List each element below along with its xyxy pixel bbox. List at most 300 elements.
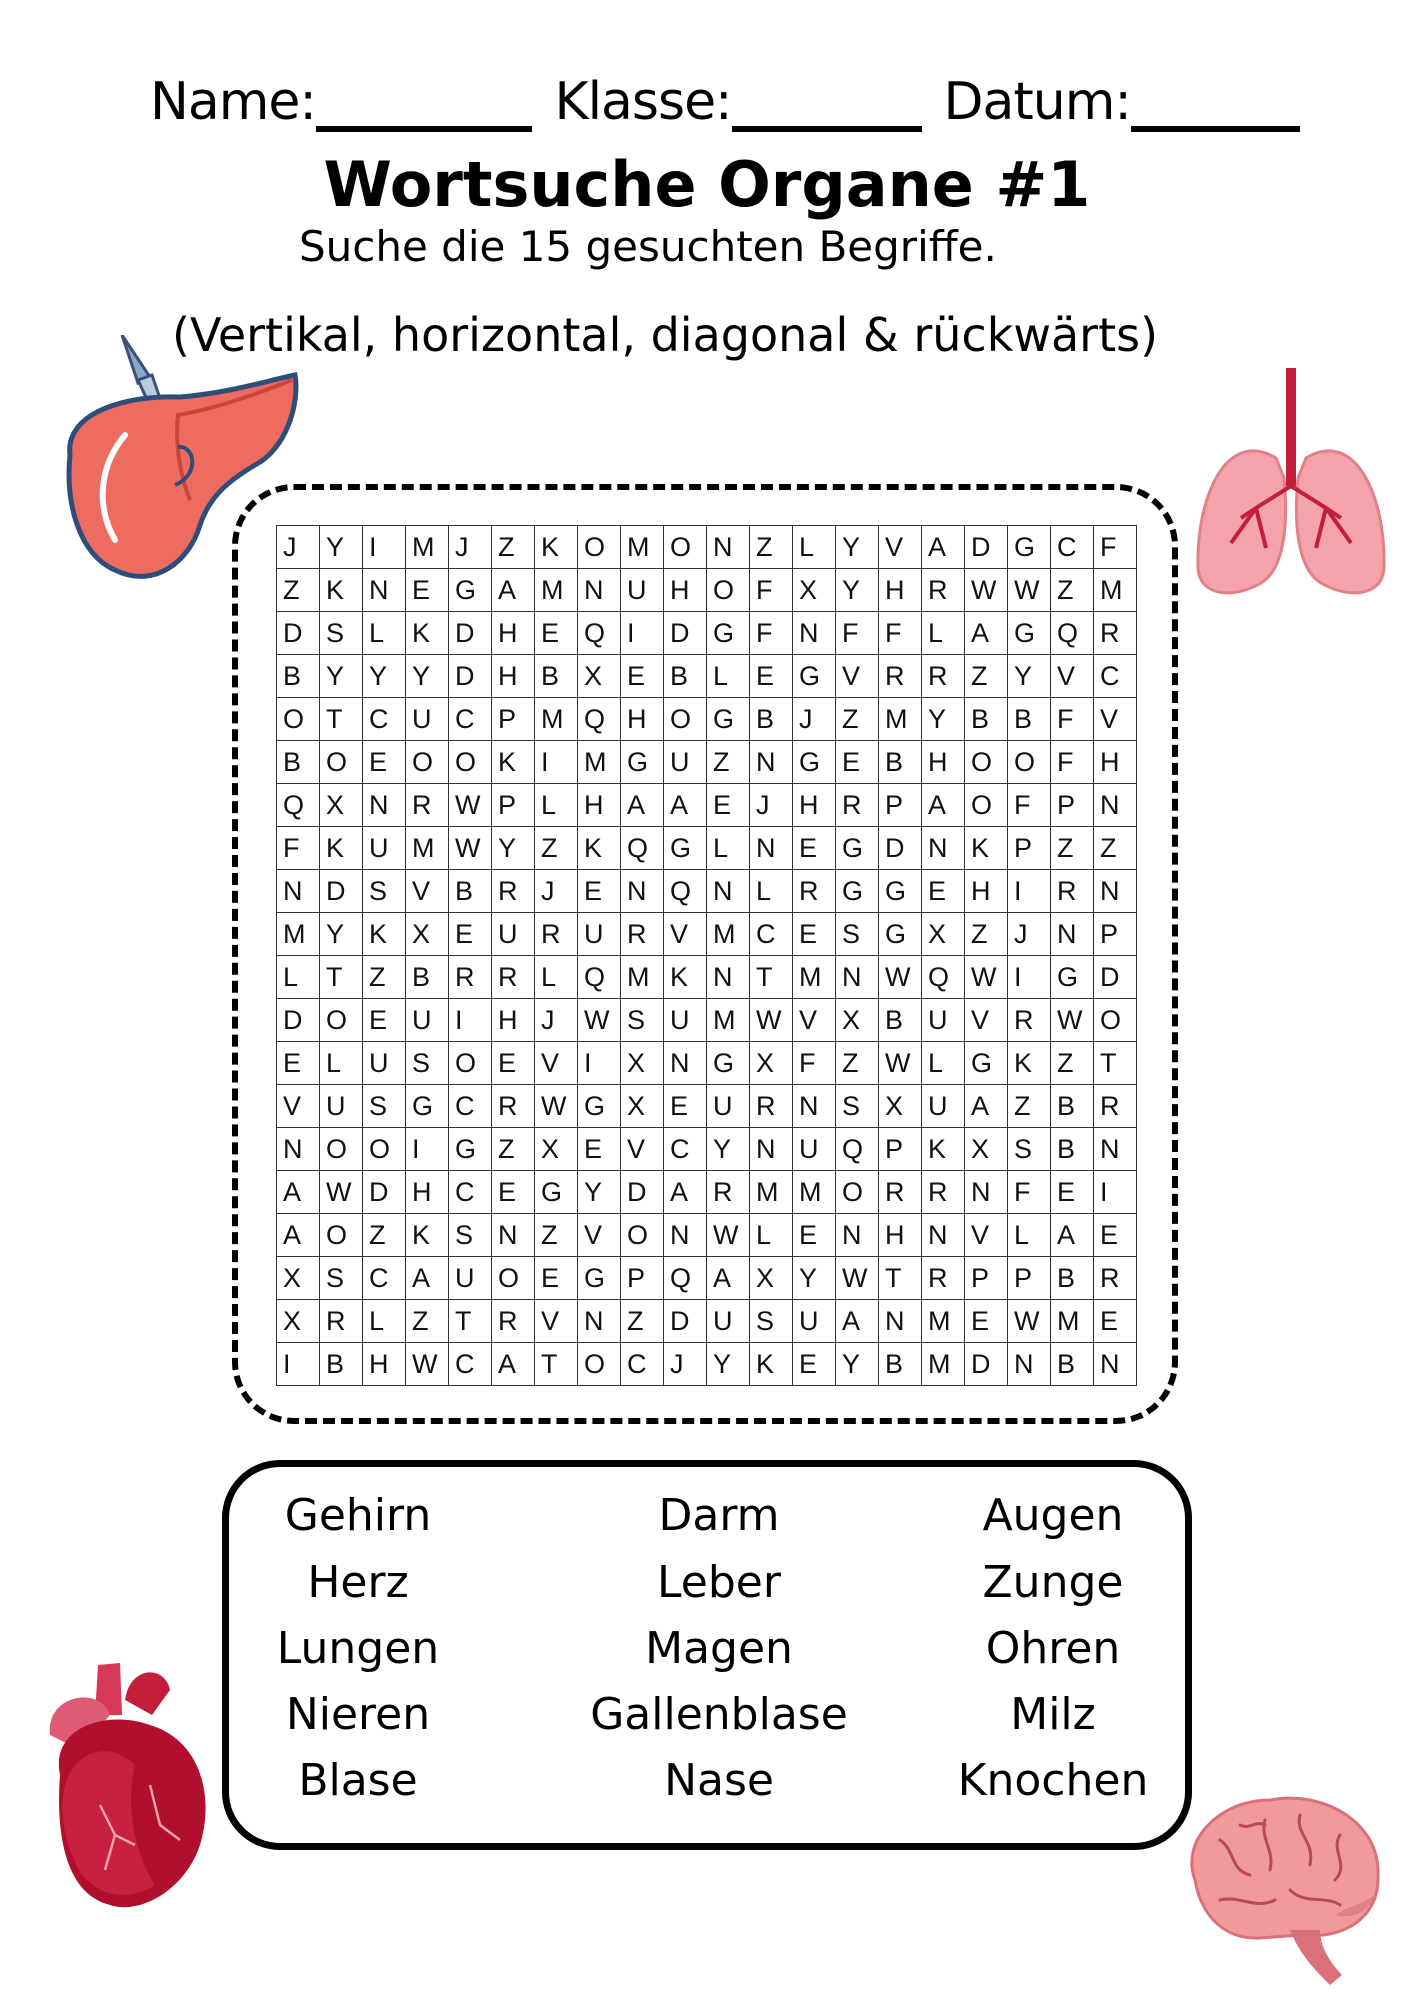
grid-cell[interactable]: T bbox=[449, 1300, 492, 1343]
grid-cell[interactable]: T bbox=[320, 698, 363, 741]
grid-cell[interactable]: C bbox=[449, 1171, 492, 1214]
grid-cell[interactable]: L bbox=[363, 612, 406, 655]
grid-cell[interactable]: W bbox=[1008, 1300, 1051, 1343]
grid-cell[interactable]: U bbox=[363, 1042, 406, 1085]
grid-cell[interactable]: R bbox=[1094, 1085, 1137, 1128]
grid-cell[interactable]: H bbox=[879, 569, 922, 612]
grid-cell[interactable]: V bbox=[578, 1214, 621, 1257]
grid-cell[interactable]: S bbox=[320, 612, 363, 655]
grid-cell[interactable]: G bbox=[879, 870, 922, 913]
grid-cell[interactable]: V bbox=[836, 655, 879, 698]
grid-cell[interactable]: M bbox=[707, 913, 750, 956]
grid-cell[interactable]: X bbox=[750, 1042, 793, 1085]
grid-cell[interactable]: L bbox=[707, 827, 750, 870]
grid-cell[interactable]: Q bbox=[922, 956, 965, 999]
grid-cell[interactable]: N bbox=[1094, 870, 1137, 913]
grid-cell[interactable]: L bbox=[363, 1300, 406, 1343]
grid-cell[interactable]: W bbox=[578, 999, 621, 1042]
grid-cell[interactable]: E bbox=[492, 1171, 535, 1214]
grid-cell[interactable]: F bbox=[1051, 741, 1094, 784]
grid-cell[interactable]: K bbox=[363, 913, 406, 956]
grid-cell[interactable]: N bbox=[965, 1171, 1008, 1214]
grid-cell[interactable]: Z bbox=[1051, 1042, 1094, 1085]
grid-cell[interactable]: Z bbox=[363, 956, 406, 999]
grid-cell[interactable]: E bbox=[277, 1042, 320, 1085]
grid-cell[interactable]: Q bbox=[578, 698, 621, 741]
grid-cell[interactable]: N bbox=[707, 526, 750, 569]
grid-cell[interactable]: V bbox=[277, 1085, 320, 1128]
grid-cell[interactable]: C bbox=[664, 1128, 707, 1171]
grid-cell[interactable]: O bbox=[1008, 741, 1051, 784]
grid-cell[interactable]: S bbox=[621, 999, 664, 1042]
grid-cell[interactable]: P bbox=[492, 784, 535, 827]
grid-cell[interactable]: X bbox=[621, 1085, 664, 1128]
grid-cell[interactable]: H bbox=[621, 698, 664, 741]
grid-cell[interactable]: V bbox=[1094, 698, 1137, 741]
grid-cell[interactable]: I bbox=[363, 526, 406, 569]
grid-cell[interactable]: W bbox=[1051, 999, 1094, 1042]
grid-cell[interactable]: R bbox=[535, 913, 578, 956]
grid-cell[interactable]: Z bbox=[965, 913, 1008, 956]
grid-cell[interactable]: Z bbox=[535, 827, 578, 870]
grid-cell[interactable]: N bbox=[836, 1214, 879, 1257]
grid-cell[interactable]: L bbox=[1008, 1214, 1051, 1257]
grid-cell[interactable]: P bbox=[879, 784, 922, 827]
grid-cell[interactable]: M bbox=[1094, 569, 1137, 612]
grid-cell[interactable]: Z bbox=[707, 741, 750, 784]
grid-cell[interactable]: N bbox=[363, 569, 406, 612]
grid-cell[interactable]: X bbox=[578, 655, 621, 698]
grid-cell[interactable]: Q bbox=[1051, 612, 1094, 655]
grid-cell[interactable]: O bbox=[449, 741, 492, 784]
grid-cell[interactable]: Y bbox=[836, 526, 879, 569]
grid-cell[interactable]: D bbox=[277, 999, 320, 1042]
grid-cell[interactable]: H bbox=[492, 999, 535, 1042]
grid-cell[interactable]: F bbox=[836, 612, 879, 655]
grid-cell[interactable]: D bbox=[1094, 956, 1137, 999]
grid-cell[interactable]: A bbox=[277, 1214, 320, 1257]
grid-cell[interactable]: K bbox=[492, 741, 535, 784]
grid-cell[interactable]: P bbox=[1094, 913, 1137, 956]
grid-cell[interactable]: H bbox=[363, 1343, 406, 1386]
grid-cell[interactable]: U bbox=[922, 1085, 965, 1128]
grid-cell[interactable]: O bbox=[965, 784, 1008, 827]
grid-cell[interactable]: K bbox=[664, 956, 707, 999]
grid-cell[interactable]: H bbox=[578, 784, 621, 827]
grid-cell[interactable]: F bbox=[1008, 784, 1051, 827]
grid-cell[interactable]: S bbox=[750, 1300, 793, 1343]
grid-cell[interactable]: X bbox=[406, 913, 449, 956]
grid-cell[interactable]: K bbox=[320, 569, 363, 612]
grid-cell[interactable]: N bbox=[1094, 1343, 1137, 1386]
grid-cell[interactable]: I bbox=[1094, 1171, 1137, 1214]
grid-cell[interactable]: B bbox=[277, 655, 320, 698]
grid-cell[interactable]: Y bbox=[707, 1128, 750, 1171]
grid-cell[interactable]: B bbox=[1008, 698, 1051, 741]
grid-cell[interactable]: V bbox=[879, 526, 922, 569]
grid-cell[interactable]: H bbox=[793, 784, 836, 827]
grid-cell[interactable]: N bbox=[1051, 913, 1094, 956]
grid-cell[interactable]: Z bbox=[965, 655, 1008, 698]
grid-cell[interactable]: K bbox=[535, 526, 578, 569]
grid-cell[interactable]: G bbox=[664, 827, 707, 870]
grid-cell[interactable]: Q bbox=[578, 956, 621, 999]
grid-cell[interactable]: H bbox=[879, 1214, 922, 1257]
grid-cell[interactable]: A bbox=[965, 612, 1008, 655]
grid-cell[interactable]: I bbox=[277, 1343, 320, 1386]
grid-cell[interactable]: M bbox=[621, 526, 664, 569]
grid-cell[interactable]: L bbox=[535, 784, 578, 827]
grid-cell[interactable]: P bbox=[1051, 784, 1094, 827]
grid-cell[interactable]: P bbox=[621, 1257, 664, 1300]
grid-cell[interactable]: R bbox=[1094, 612, 1137, 655]
grid-cell[interactable]: D bbox=[320, 870, 363, 913]
grid-cell[interactable]: W bbox=[449, 784, 492, 827]
grid-cell[interactable]: A bbox=[492, 569, 535, 612]
grid-cell[interactable]: M bbox=[535, 698, 578, 741]
grid-cell[interactable]: O bbox=[320, 741, 363, 784]
grid-cell[interactable]: N bbox=[1094, 784, 1137, 827]
grid-cell[interactable]: E bbox=[578, 870, 621, 913]
grid-cell[interactable]: A bbox=[664, 1171, 707, 1214]
grid-cell[interactable]: M bbox=[750, 1171, 793, 1214]
grid-cell[interactable]: G bbox=[578, 1085, 621, 1128]
grid-cell[interactable]: Y bbox=[320, 655, 363, 698]
grid-cell[interactable]: J bbox=[535, 999, 578, 1042]
grid-cell[interactable]: C bbox=[449, 698, 492, 741]
grid-cell[interactable]: E bbox=[1094, 1300, 1137, 1343]
grid-cell[interactable]: V bbox=[1051, 655, 1094, 698]
grid-cell[interactable]: V bbox=[965, 1214, 1008, 1257]
grid-cell[interactable]: H bbox=[492, 655, 535, 698]
grid-cell[interactable]: T bbox=[750, 956, 793, 999]
grid-cell[interactable]: R bbox=[492, 956, 535, 999]
grid-cell[interactable]: P bbox=[965, 1257, 1008, 1300]
grid-cell[interactable]: D bbox=[449, 612, 492, 655]
grid-cell[interactable]: F bbox=[1051, 698, 1094, 741]
grid-cell[interactable]: D bbox=[965, 1343, 1008, 1386]
grid-cell[interactable]: O bbox=[664, 698, 707, 741]
grid-cell[interactable]: E bbox=[922, 870, 965, 913]
grid-cell[interactable]: R bbox=[836, 784, 879, 827]
grid-cell[interactable]: A bbox=[277, 1171, 320, 1214]
grid-cell[interactable]: W bbox=[750, 999, 793, 1042]
grid-cell[interactable]: L bbox=[750, 1214, 793, 1257]
grid-cell[interactable]: G bbox=[836, 827, 879, 870]
grid-cell[interactable]: X bbox=[535, 1128, 578, 1171]
grid-cell[interactable]: G bbox=[535, 1171, 578, 1214]
name-field[interactable] bbox=[316, 78, 533, 132]
grid-cell[interactable]: B bbox=[750, 698, 793, 741]
grid-cell[interactable]: X bbox=[879, 1085, 922, 1128]
grid-cell[interactable]: B bbox=[879, 741, 922, 784]
grid-cell[interactable]: L bbox=[922, 612, 965, 655]
grid-cell[interactable]: Z bbox=[1094, 827, 1137, 870]
grid-cell[interactable]: E bbox=[1051, 1171, 1094, 1214]
grid-cell[interactable]: V bbox=[406, 870, 449, 913]
grid-cell[interactable]: E bbox=[793, 1214, 836, 1257]
grid-cell[interactable]: N bbox=[1008, 1343, 1051, 1386]
grid-cell[interactable]: D bbox=[965, 526, 1008, 569]
grid-cell[interactable]: I bbox=[406, 1128, 449, 1171]
grid-cell[interactable]: Z bbox=[492, 1128, 535, 1171]
grid-cell[interactable]: C bbox=[449, 1343, 492, 1386]
grid-cell[interactable]: Y bbox=[836, 1343, 879, 1386]
grid-cell[interactable]: N bbox=[1094, 1128, 1137, 1171]
grid-cell[interactable]: A bbox=[836, 1300, 879, 1343]
grid-cell[interactable]: A bbox=[965, 1085, 1008, 1128]
grid-cell[interactable]: E bbox=[965, 1300, 1008, 1343]
grid-cell[interactable]: J bbox=[449, 526, 492, 569]
grid-cell[interactable]: H bbox=[664, 569, 707, 612]
grid-cell[interactable]: X bbox=[621, 1042, 664, 1085]
grid-cell[interactable]: K bbox=[750, 1343, 793, 1386]
grid-cell[interactable]: E bbox=[406, 569, 449, 612]
grid-cell[interactable]: N bbox=[492, 1214, 535, 1257]
grid-cell[interactable]: E bbox=[449, 913, 492, 956]
grid-cell[interactable]: V bbox=[621, 1128, 664, 1171]
grid-cell[interactable]: B bbox=[449, 870, 492, 913]
grid-cell[interactable]: U bbox=[621, 569, 664, 612]
grid-cell[interactable]: H bbox=[922, 741, 965, 784]
grid-cell[interactable]: V bbox=[965, 999, 1008, 1042]
grid-cell[interactable]: U bbox=[406, 698, 449, 741]
grid-cell[interactable]: N bbox=[578, 569, 621, 612]
grid-cell[interactable]: B bbox=[1051, 1343, 1094, 1386]
grid-cell[interactable]: N bbox=[793, 1085, 836, 1128]
grid-cell[interactable]: O bbox=[449, 1042, 492, 1085]
grid-cell[interactable]: A bbox=[1051, 1214, 1094, 1257]
grid-cell[interactable]: U bbox=[664, 741, 707, 784]
grid-cell[interactable]: K bbox=[406, 612, 449, 655]
grid-cell[interactable]: G bbox=[406, 1085, 449, 1128]
grid-cell[interactable]: C bbox=[1094, 655, 1137, 698]
grid-cell[interactable]: S bbox=[1008, 1128, 1051, 1171]
grid-cell[interactable]: W bbox=[320, 1171, 363, 1214]
grid-cell[interactable]: X bbox=[836, 999, 879, 1042]
grid-cell[interactable]: B bbox=[879, 999, 922, 1042]
grid-cell[interactable]: B bbox=[535, 655, 578, 698]
grid-cell[interactable]: Q bbox=[277, 784, 320, 827]
grid-cell[interactable]: K bbox=[965, 827, 1008, 870]
grid-cell[interactable]: N bbox=[664, 1214, 707, 1257]
grid-cell[interactable]: N bbox=[363, 784, 406, 827]
grid-cell[interactable]: W bbox=[1008, 569, 1051, 612]
grid-cell[interactable]: M bbox=[707, 999, 750, 1042]
grid-cell[interactable]: G bbox=[1008, 612, 1051, 655]
grid-cell[interactable]: M bbox=[578, 741, 621, 784]
grid-cell[interactable]: K bbox=[578, 827, 621, 870]
grid-cell[interactable]: G bbox=[449, 569, 492, 612]
grid-cell[interactable]: D bbox=[277, 612, 320, 655]
grid-cell[interactable]: I bbox=[449, 999, 492, 1042]
grid-cell[interactable]: P bbox=[492, 698, 535, 741]
grid-cell[interactable]: I bbox=[1008, 870, 1051, 913]
grid-cell[interactable]: K bbox=[1008, 1042, 1051, 1085]
grid-cell[interactable]: B bbox=[879, 1343, 922, 1386]
grid-cell[interactable]: H bbox=[406, 1171, 449, 1214]
grid-cell[interactable]: V bbox=[535, 1042, 578, 1085]
grid-cell[interactable]: I bbox=[578, 1042, 621, 1085]
grid-cell[interactable]: R bbox=[621, 913, 664, 956]
grid-cell[interactable]: I bbox=[535, 741, 578, 784]
grid-cell[interactable]: R bbox=[406, 784, 449, 827]
grid-cell[interactable]: U bbox=[578, 913, 621, 956]
grid-cell[interactable]: S bbox=[320, 1257, 363, 1300]
grid-cell[interactable]: S bbox=[836, 1085, 879, 1128]
grid-cell[interactable]: U bbox=[793, 1300, 836, 1343]
grid-cell[interactable]: R bbox=[879, 655, 922, 698]
grid-cell[interactable]: U bbox=[406, 999, 449, 1042]
grid-cell[interactable]: I bbox=[621, 612, 664, 655]
grid-cell[interactable]: F bbox=[1094, 526, 1137, 569]
grid-cell[interactable]: I bbox=[1008, 956, 1051, 999]
grid-cell[interactable]: Q bbox=[621, 827, 664, 870]
grid-cell[interactable]: G bbox=[621, 741, 664, 784]
grid-cell[interactable]: N bbox=[922, 1214, 965, 1257]
grid-cell[interactable]: R bbox=[1051, 870, 1094, 913]
grid-cell[interactable]: A bbox=[922, 526, 965, 569]
grid-cell[interactable]: R bbox=[449, 956, 492, 999]
grid-cell[interactable]: G bbox=[836, 870, 879, 913]
grid-cell[interactable]: R bbox=[492, 1300, 535, 1343]
grid-cell[interactable]: R bbox=[879, 1171, 922, 1214]
grid-cell[interactable]: Z bbox=[1051, 569, 1094, 612]
grid-cell[interactable]: C bbox=[449, 1085, 492, 1128]
grid-cell[interactable]: Z bbox=[277, 569, 320, 612]
grid-cell[interactable]: V bbox=[535, 1300, 578, 1343]
grid-cell[interactable]: L bbox=[535, 956, 578, 999]
grid-cell[interactable]: E bbox=[750, 655, 793, 698]
grid-cell[interactable]: Z bbox=[492, 526, 535, 569]
class-field[interactable] bbox=[732, 78, 922, 132]
grid-cell[interactable]: P bbox=[1008, 827, 1051, 870]
grid-cell[interactable]: H bbox=[492, 612, 535, 655]
grid-cell[interactable]: V bbox=[664, 913, 707, 956]
grid-cell[interactable]: F bbox=[277, 827, 320, 870]
grid-cell[interactable]: X bbox=[750, 1257, 793, 1300]
grid-cell[interactable]: T bbox=[879, 1257, 922, 1300]
grid-cell[interactable]: N bbox=[277, 1128, 320, 1171]
grid-cell[interactable]: X bbox=[320, 784, 363, 827]
grid-cell[interactable]: N bbox=[750, 1128, 793, 1171]
grid-cell[interactable]: Z bbox=[836, 1042, 879, 1085]
grid-cell[interactable]: W bbox=[535, 1085, 578, 1128]
grid-cell[interactable]: Q bbox=[578, 612, 621, 655]
grid-cell[interactable]: J bbox=[535, 870, 578, 913]
grid-cell[interactable]: C bbox=[363, 698, 406, 741]
grid-cell[interactable]: G bbox=[1008, 526, 1051, 569]
grid-cell[interactable]: E bbox=[621, 655, 664, 698]
grid-cell[interactable]: K bbox=[922, 1128, 965, 1171]
grid-cell[interactable]: E bbox=[793, 827, 836, 870]
grid-cell[interactable]: D bbox=[664, 612, 707, 655]
grid-cell[interactable]: A bbox=[664, 784, 707, 827]
grid-cell[interactable]: H bbox=[1094, 741, 1137, 784]
grid-cell[interactable]: U bbox=[922, 999, 965, 1042]
grid-cell[interactable]: U bbox=[320, 1085, 363, 1128]
grid-cell[interactable]: Y bbox=[836, 569, 879, 612]
grid-cell[interactable]: E bbox=[492, 1042, 535, 1085]
grid-cell[interactable]: O bbox=[836, 1171, 879, 1214]
grid-cell[interactable]: N bbox=[664, 1042, 707, 1085]
grid-cell[interactable]: N bbox=[836, 956, 879, 999]
grid-cell[interactable]: Y bbox=[320, 526, 363, 569]
grid-cell[interactable]: E bbox=[707, 784, 750, 827]
grid-cell[interactable]: O bbox=[578, 526, 621, 569]
grid-cell[interactable]: M bbox=[879, 698, 922, 741]
grid-cell[interactable]: J bbox=[1008, 913, 1051, 956]
grid-cell[interactable]: N bbox=[750, 827, 793, 870]
grid-cell[interactable]: L bbox=[707, 655, 750, 698]
grid-cell[interactable]: M bbox=[793, 956, 836, 999]
grid-cell[interactable]: G bbox=[965, 1042, 1008, 1085]
grid-cell[interactable]: G bbox=[793, 741, 836, 784]
grid-cell[interactable]: A bbox=[492, 1343, 535, 1386]
grid-cell[interactable]: Z bbox=[1008, 1085, 1051, 1128]
grid-cell[interactable]: E bbox=[363, 999, 406, 1042]
grid-cell[interactable]: S bbox=[363, 1085, 406, 1128]
grid-cell[interactable]: Y bbox=[578, 1171, 621, 1214]
grid-cell[interactable]: Y bbox=[707, 1343, 750, 1386]
grid-cell[interactable]: G bbox=[1051, 956, 1094, 999]
grid-cell[interactable]: V bbox=[793, 999, 836, 1042]
grid-cell[interactable]: X bbox=[277, 1300, 320, 1343]
grid-cell[interactable]: X bbox=[922, 913, 965, 956]
grid-cell[interactable]: O bbox=[621, 1214, 664, 1257]
grid-cell[interactable]: Y bbox=[363, 655, 406, 698]
grid-cell[interactable]: N bbox=[578, 1300, 621, 1343]
grid-cell[interactable]: N bbox=[707, 956, 750, 999]
grid-cell[interactable]: N bbox=[793, 612, 836, 655]
grid-cell[interactable]: J bbox=[664, 1343, 707, 1386]
grid-cell[interactable]: M bbox=[277, 913, 320, 956]
grid-cell[interactable]: W bbox=[965, 569, 1008, 612]
grid-cell[interactable]: P bbox=[879, 1128, 922, 1171]
grid-cell[interactable]: A bbox=[621, 784, 664, 827]
grid-cell[interactable]: B bbox=[1051, 1257, 1094, 1300]
grid-cell[interactable]: W bbox=[879, 956, 922, 999]
grid-cell[interactable]: N bbox=[277, 870, 320, 913]
grid-cell[interactable]: Z bbox=[535, 1214, 578, 1257]
grid-cell[interactable]: E bbox=[793, 913, 836, 956]
grid-cell[interactable]: R bbox=[1008, 999, 1051, 1042]
grid-cell[interactable]: C bbox=[621, 1343, 664, 1386]
grid-cell[interactable]: B bbox=[965, 698, 1008, 741]
grid-cell[interactable]: D bbox=[363, 1171, 406, 1214]
grid-cell[interactable]: D bbox=[664, 1300, 707, 1343]
grid-cell[interactable]: R bbox=[922, 569, 965, 612]
grid-cell[interactable]: W bbox=[836, 1257, 879, 1300]
grid-cell[interactable]: O bbox=[277, 698, 320, 741]
grid-cell[interactable]: Q bbox=[836, 1128, 879, 1171]
grid-cell[interactable]: C bbox=[363, 1257, 406, 1300]
date-field[interactable] bbox=[1131, 78, 1300, 132]
grid-cell[interactable]: N bbox=[879, 1300, 922, 1343]
grid-cell[interactable]: W bbox=[965, 956, 1008, 999]
grid-cell[interactable]: M bbox=[922, 1300, 965, 1343]
grid-cell[interactable]: U bbox=[664, 999, 707, 1042]
grid-cell[interactable]: N bbox=[621, 870, 664, 913]
grid-cell[interactable]: B bbox=[1051, 1128, 1094, 1171]
grid-cell[interactable]: C bbox=[1051, 526, 1094, 569]
grid-cell[interactable]: S bbox=[836, 913, 879, 956]
grid-cell[interactable]: X bbox=[277, 1257, 320, 1300]
grid-cell[interactable]: E bbox=[664, 1085, 707, 1128]
grid-cell[interactable]: R bbox=[320, 1300, 363, 1343]
grid-cell[interactable]: U bbox=[793, 1128, 836, 1171]
grid-cell[interactable]: L bbox=[922, 1042, 965, 1085]
